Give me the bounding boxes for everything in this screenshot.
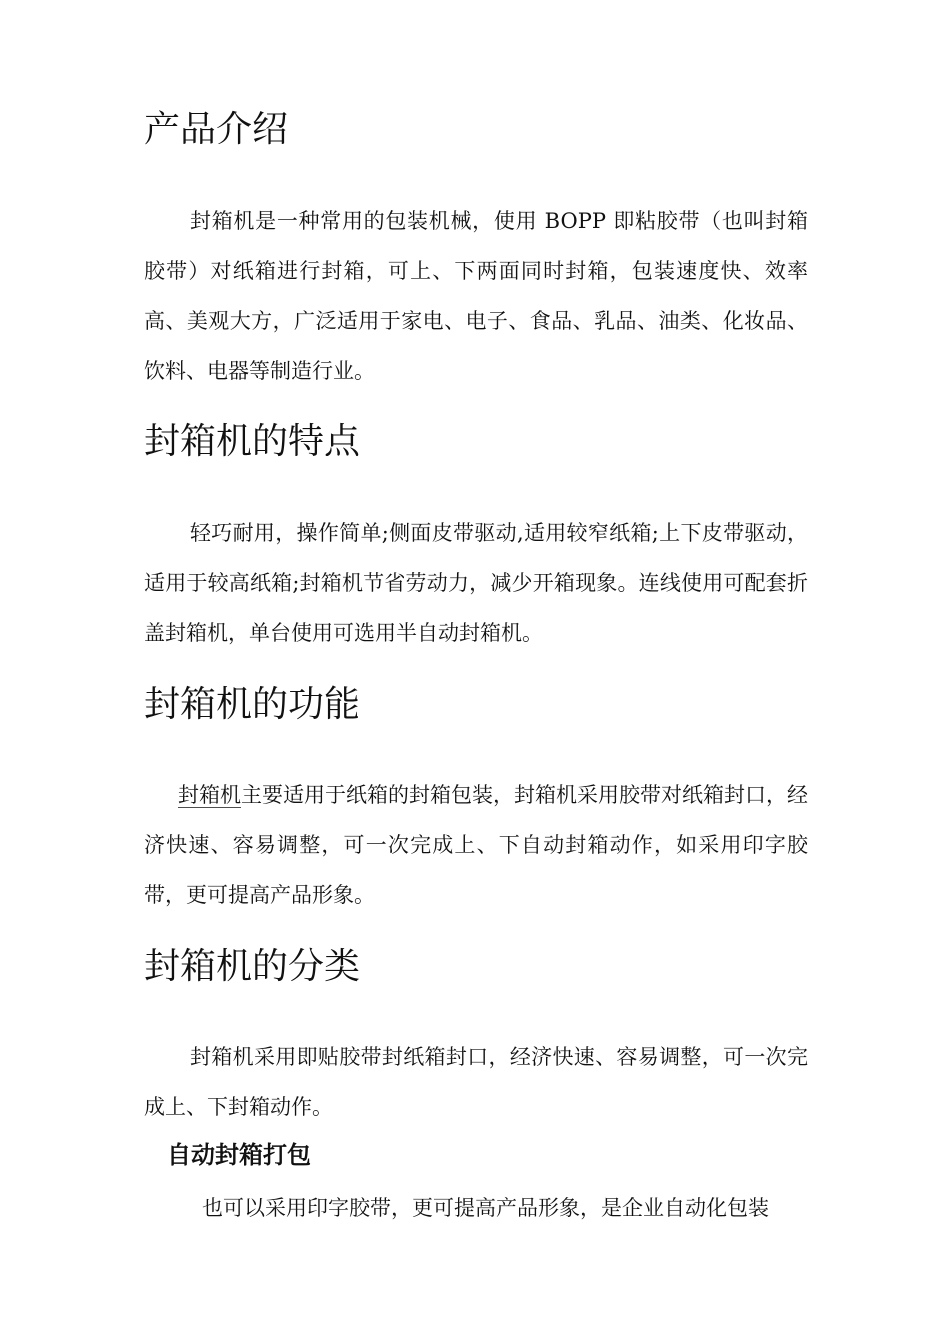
sealing-machine-link[interactable]: 封箱机 <box>178 783 241 807</box>
heading-classification: 封箱机的分类 <box>144 946 361 987</box>
heading-auto-sealing: 自动封箱打包 <box>167 1141 311 1169</box>
paragraph-functions-text: 主要适用于纸箱的封箱包装，封箱机采用胶带对纸箱封口，经济快速、容易调整，可一次完成上、下自动封箱动作，如采用印字胶带，更可提高产品形象。 <box>144 783 808 907</box>
paragraph-features <box>144 508 808 658</box>
paragraph-product-intro <box>144 196 808 396</box>
paragraph-features-text: 轻巧耐用，操作简单;侧面皮带驱动,适用较窄纸箱;上下皮带驱动，适用于较高纸箱;封箱机节省劳动力，减少开箱现象。连线使用可配套折盖封箱机，单台使用可选用半自动封箱机。 <box>144 521 808 645</box>
heading-features: 封箱机的特点 <box>144 421 361 462</box>
paragraph-classification <box>144 1032 808 1132</box>
heading-product-intro: 产品介绍 <box>144 109 289 150</box>
paragraph-functions <box>144 770 808 920</box>
paragraph-auto-sealing-text: 也可以采用印字胶带，更可提高产品形象，是企业自动化包装 <box>202 1196 769 1220</box>
paragraph-product-intro-text: 封箱机是一种常用的包装机械，使用 BOPP 即粘胶带（也叫封箱胶带）对纸箱进行封箱，可上、下两面同时封箱，包装速度快、效率高、美观大方，广泛适用于家电、电子、食品、乳品、油类、化妆品、饮料、电器等制造行业。 <box>144 209 808 383</box>
heading-functions: 封箱机的功能 <box>144 684 361 725</box>
paragraph-classification-text: 封箱机采用即贴胶带封纸箱封口，经济快速、容易调整，可一次完成上、下封箱动作。 <box>144 1045 808 1119</box>
paragraph-auto-sealing <box>144 1183 808 1233</box>
